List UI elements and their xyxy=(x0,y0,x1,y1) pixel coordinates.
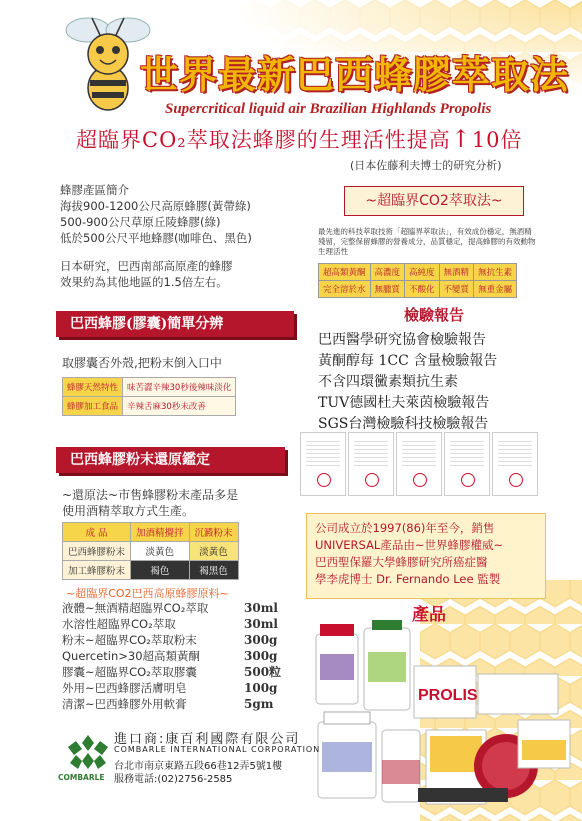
feature-table xyxy=(318,263,517,298)
report-item: TUV德國杜夫萊茵檢驗報告 xyxy=(318,395,490,411)
report-item: SGS台灣檢驗科技檢驗報告 xyxy=(318,416,489,432)
origin-intro xyxy=(60,182,252,246)
report-item: 巴西醫學研究協會檢驗報告 xyxy=(318,332,486,348)
table-cell: 加工蜂膠粉末 xyxy=(63,561,131,580)
seal-icon xyxy=(509,473,523,487)
powder-text-line: ~還原法~市售蜂膠粉末產品多是 xyxy=(62,488,239,502)
feature-cell: 不變質 xyxy=(439,281,474,298)
product-name: 水溶性超臨界CO₂萃取 xyxy=(62,617,176,631)
table-cell: 巴西蜂膠粉末 xyxy=(63,542,131,561)
list-item xyxy=(62,600,278,616)
report-title: 檢驗報告 xyxy=(404,306,465,324)
supercritical-banner: ~超臨界CO2萃取法~ xyxy=(344,186,524,216)
headline-value: 10倍 xyxy=(471,128,523,152)
headline-note: (日本佐藤利夫博士的研究分析) xyxy=(350,159,502,172)
powder-description xyxy=(62,487,238,519)
company-line: 公司成立於1997(86)年至今，銷售 xyxy=(315,521,495,535)
page-title: 世界最新巴西蜂膠萃取法 xyxy=(140,52,570,97)
capsule-instruction: 取膠囊否外殼,把粉末倒入口中 xyxy=(62,356,222,370)
document-thumbnail xyxy=(300,432,346,496)
feature-cell: 高濃度 xyxy=(370,264,405,281)
feature-cell: 超高類黃酮 xyxy=(319,264,371,281)
product-qty: 100g xyxy=(244,681,278,695)
japan-note-line: 日本研究，巴西南部高原產的蜂膠 xyxy=(60,259,233,273)
up-arrow-icon: ↑ xyxy=(450,125,472,153)
report-item: 黃酮醇每 1CC 含量檢驗報告 xyxy=(318,353,498,369)
product-qty: 500粒 xyxy=(244,665,282,679)
table-cell: 淡黃色 xyxy=(131,542,190,561)
list-item xyxy=(62,648,278,664)
table-header: 加酒精攪拌 xyxy=(131,523,190,542)
company-name: 進口商:康百利國際有限公司 xyxy=(114,732,301,747)
headline xyxy=(76,124,523,154)
company-line: 學李虎博士 Dr. Fernando Lee 監製 xyxy=(315,572,501,586)
capsule-row-label: 蜂膠加工食品 xyxy=(63,397,123,416)
capsule-table xyxy=(62,377,236,416)
product-photo xyxy=(308,620,578,815)
seal-icon xyxy=(317,473,331,487)
product-list xyxy=(62,600,282,712)
report-documents xyxy=(300,432,540,507)
document-thumbnail xyxy=(444,432,490,496)
table-header: 成 品 xyxy=(63,523,131,542)
feature-cell: 無抗生素 xyxy=(474,264,517,281)
product-qty: 5gm xyxy=(244,697,274,711)
list-item xyxy=(62,632,278,648)
seal-icon xyxy=(365,473,379,487)
table-cell: 褐色 xyxy=(131,561,190,580)
products-title: ~超臨界CO2巴西高原蜂膠原料~ xyxy=(66,587,229,600)
company-phone: 服務電話:(02)2756-2585 xyxy=(114,774,233,785)
table-header: 沉澱粉末 xyxy=(189,523,238,542)
product-qty: 30ml xyxy=(244,617,278,631)
feature-cell: 高純度 xyxy=(405,264,440,281)
product-name: 粉末~超臨界CO₂萃取粉末 xyxy=(62,633,197,647)
capsule-row-label: 蜂膠天然特性 xyxy=(63,378,123,397)
capsule-section-banner: 巴西蜂膠(膠囊)簡單分辨 xyxy=(56,311,294,337)
capsule-row-value: 味苦澀辛辣30秒後辣味淡化 xyxy=(123,378,236,397)
intro-line: 蜂膠產區簡介 xyxy=(60,183,129,197)
table-cell: 淡黃色 xyxy=(189,542,238,561)
feature-cell: 無酒精 xyxy=(439,264,474,281)
document-thumbnail xyxy=(396,432,442,496)
powder-section-banner: 巴西蜂膠粉末還原鑑定 xyxy=(56,447,285,473)
company-line: UNIVERSAL產品由~世界蜂膠權威~ xyxy=(315,538,504,552)
intro-line: 低於500公尺平地蜂膠(咖啡色、黑色) xyxy=(60,231,252,245)
product-name: Quercetin>30超高類黃酮 xyxy=(62,649,201,663)
product-name: 液體~無酒精超臨界CO₂萃取 xyxy=(62,601,209,615)
japan-study-note xyxy=(60,258,233,290)
table-cell: 褐黑色 xyxy=(189,561,238,580)
company-line: 巴西聖保羅大學蜂膠研究所癌症醫 xyxy=(315,555,488,569)
list-item xyxy=(62,680,278,696)
logo-text: COMBARLE xyxy=(58,773,105,782)
product-qty: 30ml xyxy=(244,601,278,615)
english-subtitle: Supercritical liquid air Brazilian Highlands Propolis xyxy=(165,101,492,117)
product-qty: 300g xyxy=(244,633,278,647)
company-info-box xyxy=(306,513,546,599)
seal-icon xyxy=(461,473,475,487)
feature-cell: 無重金屬 xyxy=(474,281,517,298)
feature-cell: 不酸化 xyxy=(405,281,440,298)
product-name: 清潔~巴西蜂膠外用軟膏 xyxy=(62,697,187,711)
headline-text: 超臨界CO₂萃取法蜂膠的生理活性提高 xyxy=(76,128,451,152)
japan-note-line: 效果約為其他地區的1.5倍左右。 xyxy=(60,275,228,289)
product-qty: 300g xyxy=(244,649,278,663)
list-item xyxy=(62,696,274,712)
capsule-row-value: 辛辣舌麻30秒未改善 xyxy=(123,397,236,416)
feature-cell: 完全溶於水 xyxy=(319,281,371,298)
product-name: 外用~巴西蜂膠活膚明皂 xyxy=(62,681,187,695)
powder-text-line: 使用酒精萃取方式生產。 xyxy=(62,504,195,518)
list-item xyxy=(62,664,282,680)
list-item xyxy=(62,616,278,632)
products-heading: 產品 xyxy=(412,605,446,625)
company-address: 台北市南京東路五段66巷12弄5號1樓 xyxy=(114,761,283,772)
supercritical-note: 最先進的科技萃取技術「超臨界萃取法」，有效成份穩定，無酒精殘留，完整保留蜂膠的營養成分，品質穩定，提高蜂膠的有效動物生理活性 xyxy=(318,227,536,256)
powder-comparison-table xyxy=(62,522,239,580)
intro-line: 500-900公尺草原丘陵蜂膠(綠) xyxy=(60,215,221,229)
combarle-logo-icon xyxy=(66,733,110,773)
report-list xyxy=(318,330,497,435)
feature-cell: 無臘質 xyxy=(370,281,405,298)
company-english-name: COMBARLE INTERNATIONAL CORPORATION xyxy=(114,745,321,754)
document-thumbnail xyxy=(348,432,394,496)
prolis-box-label: PROLIS xyxy=(418,687,478,704)
document-thumbnail xyxy=(492,432,538,496)
intro-line: 海拔900-1200公尺高原蜂膠(黃帶綠) xyxy=(60,199,251,213)
product-name: 膠囊~超臨界CO₂萃取膠囊 xyxy=(62,665,197,679)
report-item: 不含四環黴素類抗生素 xyxy=(318,374,458,390)
seal-icon xyxy=(413,473,427,487)
